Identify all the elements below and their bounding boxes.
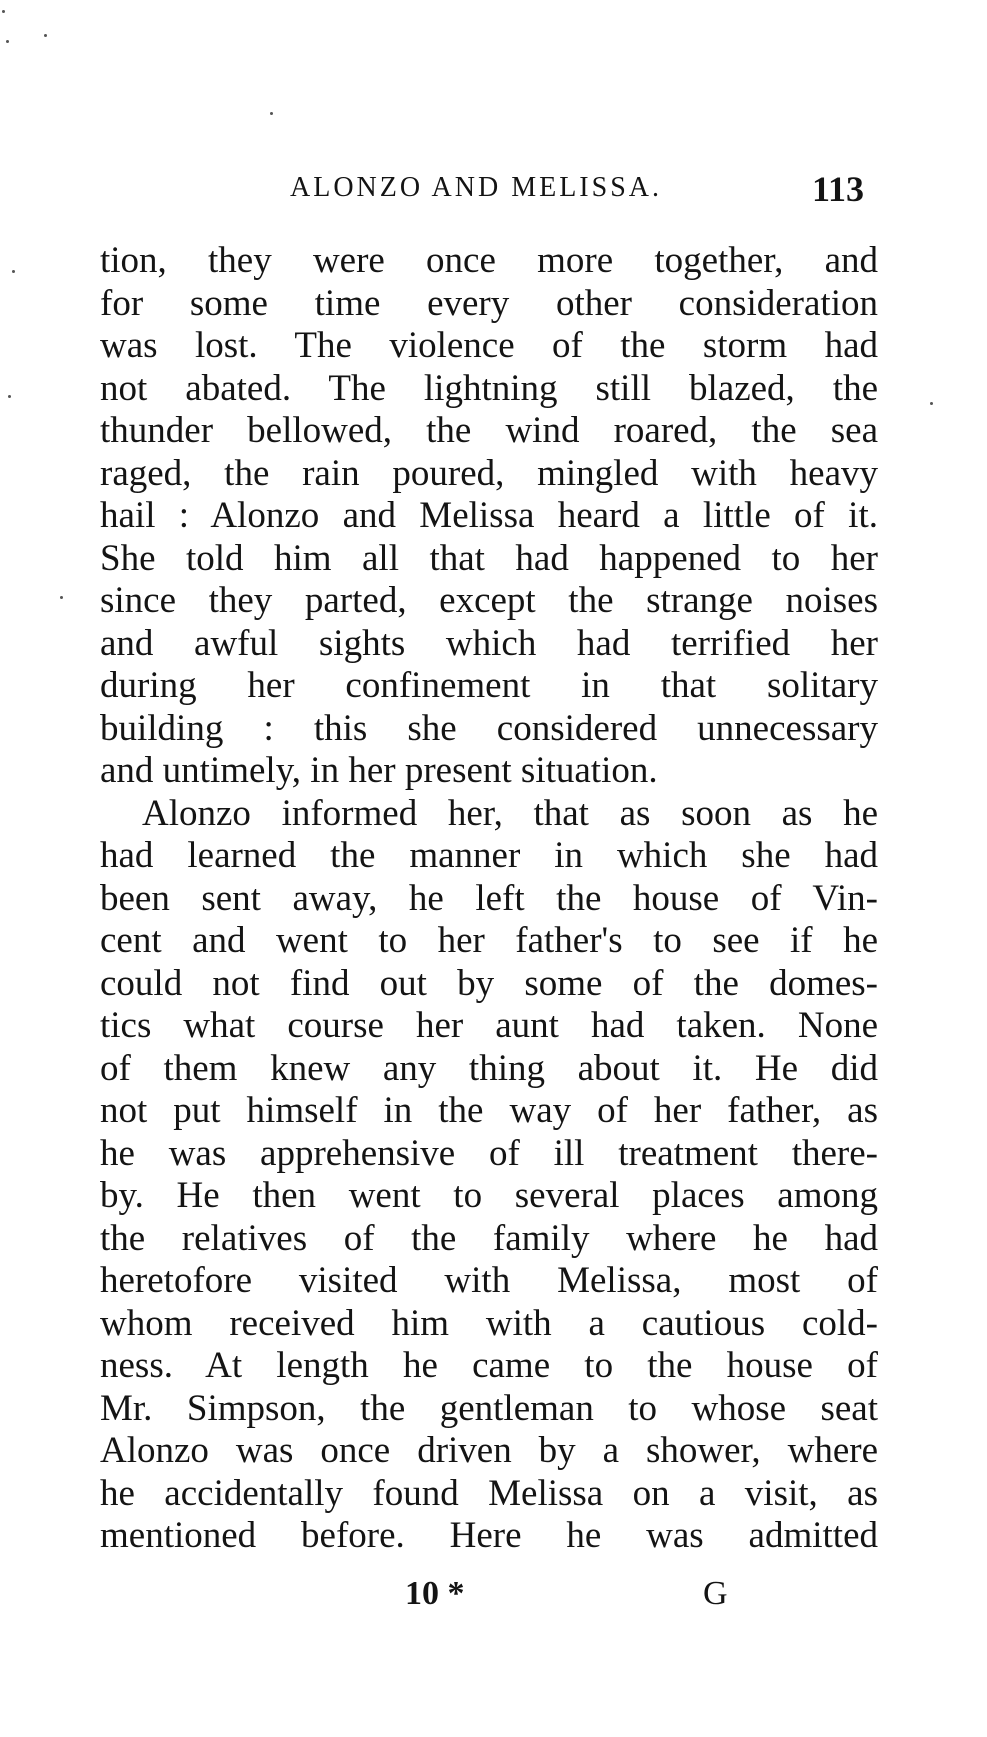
page-speck [12,270,15,273]
text-line: mentioned before. Here he was admitted [100,1515,878,1556]
text-line: Alonzo informed her, that as soon as he [142,792,878,834]
text-line: Alonzo was once driven by a shower, where [100,1430,878,1471]
page-number: 113 [812,169,865,209]
text-line: tion, they were once more together, and [100,240,878,281]
text-line: was lost. The violence of the storm had [100,325,878,366]
running-head: ALONZO AND MELISSA. [290,172,662,203]
text-line: hail : Alonzo and Melissa heard a little of it. [100,495,878,536]
page-footer [0,1575,987,1619]
text-line: thunder bellowed, the wind roared, the sea [100,410,878,451]
text-line: for some time every other consideration [100,282,878,324]
text-line: not put himself in the way of her father, as [100,1090,878,1131]
text-line: ness. At length he came to the house of [100,1345,878,1386]
page-speck [930,402,933,405]
text-line: whom received him with a cautious cold- [100,1302,878,1344]
page-speck [44,34,47,37]
text-line: cent and went to her father's to see if he [100,920,878,961]
text-line: by. He then went to several places among [100,1175,878,1216]
text-line: and untimely, in her present situation. [100,750,658,791]
text-line: not abated. The lightning still blazed, the [100,367,878,409]
text-line: during her confinement in that solitary [100,665,878,706]
text-line: tics what course her aunt had taken. None [100,1005,878,1046]
text-line: Mr. Simpson, the gentleman to whose seat [100,1387,878,1429]
text-line: could not find out by some of the domes- [100,962,878,1004]
text-line: heretofore visited with Melissa, most of [100,1260,878,1301]
body-text [100,240,878,1558]
text-line: and awful sights which had terrified her [100,622,878,664]
text-line: raged, the rain poured, mingled with heavy [100,452,878,494]
page-speck [8,395,11,398]
paragraph [100,793,878,1558]
gathering-letter: G [703,1575,728,1612]
text-line: he was apprehensive of ill treatment there- [100,1132,878,1174]
text-line: the relatives of the family where he had [100,1217,878,1259]
signature-mark: 10 * [405,1575,465,1612]
page-speck [60,596,63,599]
text-line: had learned the manner in which she had [100,835,878,876]
text-line: since they parted, except the strange noises [100,580,878,621]
text-line: he accidentally found Melissa on a visit, as [100,1472,878,1514]
page-speck [6,40,9,43]
page-speck [2,10,5,13]
text-line: She told him all that had happened to her [100,537,878,579]
paragraph [100,240,878,793]
text-line: of them knew any thing about it. He did [100,1047,878,1089]
text-line: building : this she considered unnecessary [100,707,878,749]
page-header [290,169,890,212]
page-speck [270,112,273,115]
text-line: been sent away, he left the house of Vin- [100,877,878,919]
